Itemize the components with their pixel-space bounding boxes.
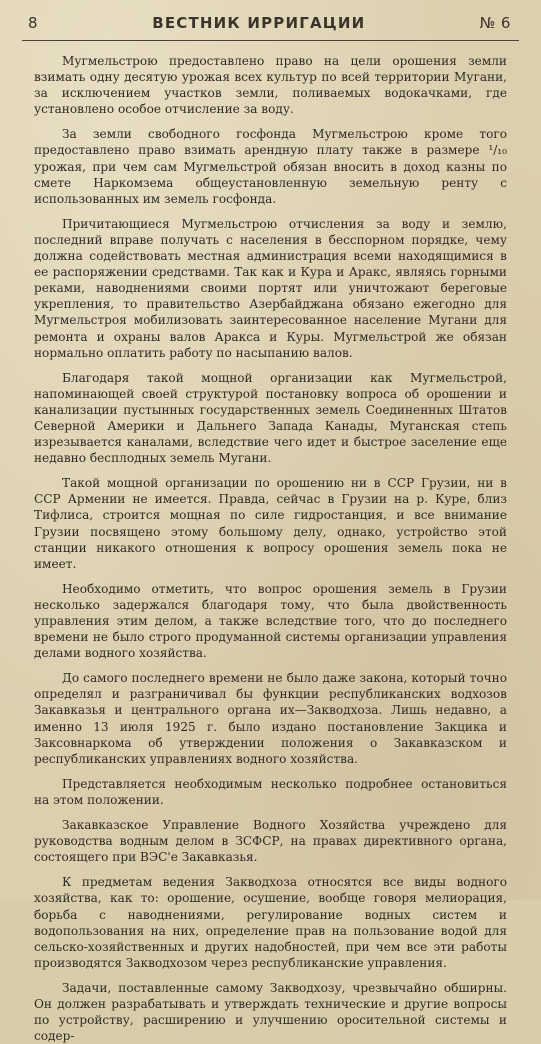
- paragraph: Закавказское Управление Водного Хозяйства учреждено для руководства водным делом в ЗСФСР, на правах директивного органа, состоящего при ВЭС'е Закавказья.: [34, 818, 507, 865]
- paragraph: Такой мощной организации по орошению ни в ССР Грузии, ни в ССР Армении не имеется. Правда, сейчас в Грузии на р. Куре, близ Тифлиса, строится мощная по силе гидростанция, и все внимание Грузии посвящено этому большому делу, однако, устройство этой станции никакого отношения к вопросу орошения земель пока не имеет.: [34, 476, 507, 571]
- page-number: 8: [28, 14, 39, 32]
- paragraph: За земли свободного госфонда Мугмельстрою кроме того предоставлено право взимать арендную плату также в размере ¹/₁₀ урожая, при чем сам Мугмельстрой обязан вносить в доход казны по смете Наркомзема общеустановленную земельную ренту с использованных им земель госфонда.: [34, 127, 507, 206]
- paragraph: Благодаря такой мощной организации как Мугмельстрой, напоминающей своей структурой постановку вопроса об орошении и канализации пустынных государственных земель Соединенных Штатов Северной Америки и Дальнего Запада Канады, Муганская степь изрезывается каналами, вследствие чего идет и быстрое заселение еще недавно бесплодных земель Мугани.: [34, 370, 507, 466]
- issue-number: № 6: [479, 14, 511, 32]
- paragraph: Мугмельстрою предоставлено право на цели орошения земли взимать одну десятую урожая всех культур по всей территории Мугани, за исключением участков земли, поливаемых водокачками, где установлено особое отчисление за воду.: [34, 54, 507, 117]
- paragraph: Представляется необходимым несколько подробнее остановиться на этом положении.: [34, 776, 507, 807]
- paragraph: Необходимо отметить, что вопрос орошения земель в Грузии несколько задержался благодаря тому, что была двойственность управления этим делом, а также вследствие того, что до последнего времени не было строго продуманной системы организации управления делами водного хозяйства.: [34, 581, 507, 661]
- journal-title: ВЕСТНИК ИРРИГАЦИИ: [152, 14, 366, 32]
- paragraph: Причитающиеся Мугмельстрою отчисления за воду и землю, последний вправе получать с населения в бесспорном порядке, чему должна содействовать местная администрация всеми находящимися в ее распоряжении средствами. Так как и Кура и Аракс, являясь горными реками, наводнениями своими портят или уничтожают береговые укрепления, то правительство Азербайджана обязано ежегодно для Мугмельстроя мобилизовать заинтересованное население Мугани для ремонта и охраны валов Аракса и Куры. Мугмельстрой же обязан нормально оплатить работу по насыпанию валов.: [34, 216, 507, 360]
- header-rule: [22, 40, 519, 41]
- running-header: [22, 14, 519, 34]
- article-body: [22, 53, 519, 1044]
- paragraph: К предметам ведения Закводхоза относятся все виды водного хозяйства, как то: орошение, осушение, вообще говоря мелиорация, борьба с наводнениями, регулирование водных систем и водопользования на них, определение прав на пользование водой для сельско-хозяйственных и других надобностей, при чем все эти работы производятся Закводхозом через республиканские управления.: [34, 875, 507, 970]
- paragraph: Задачи, поставленные самому Закводхозу, чрезвычайно обширны. Он должен разрабатывать и утверждать технические и другие вопросы по устройству, расширению и улучшению оросительной системы и содер-: [34, 980, 507, 1044]
- paragraph: До самого последнего времени не было даже закона, который точно определял и разграничивал бы функции республиканских водхозов Закавказья и центрального органа их—Закводхоза. Лишь недавно, а именно 13 июля 1925 г. было издано постановление Закцика и Заксовнаркома об утверждении положения о Закавказском и республиканских управлениях водного хозяйства.: [34, 671, 507, 766]
